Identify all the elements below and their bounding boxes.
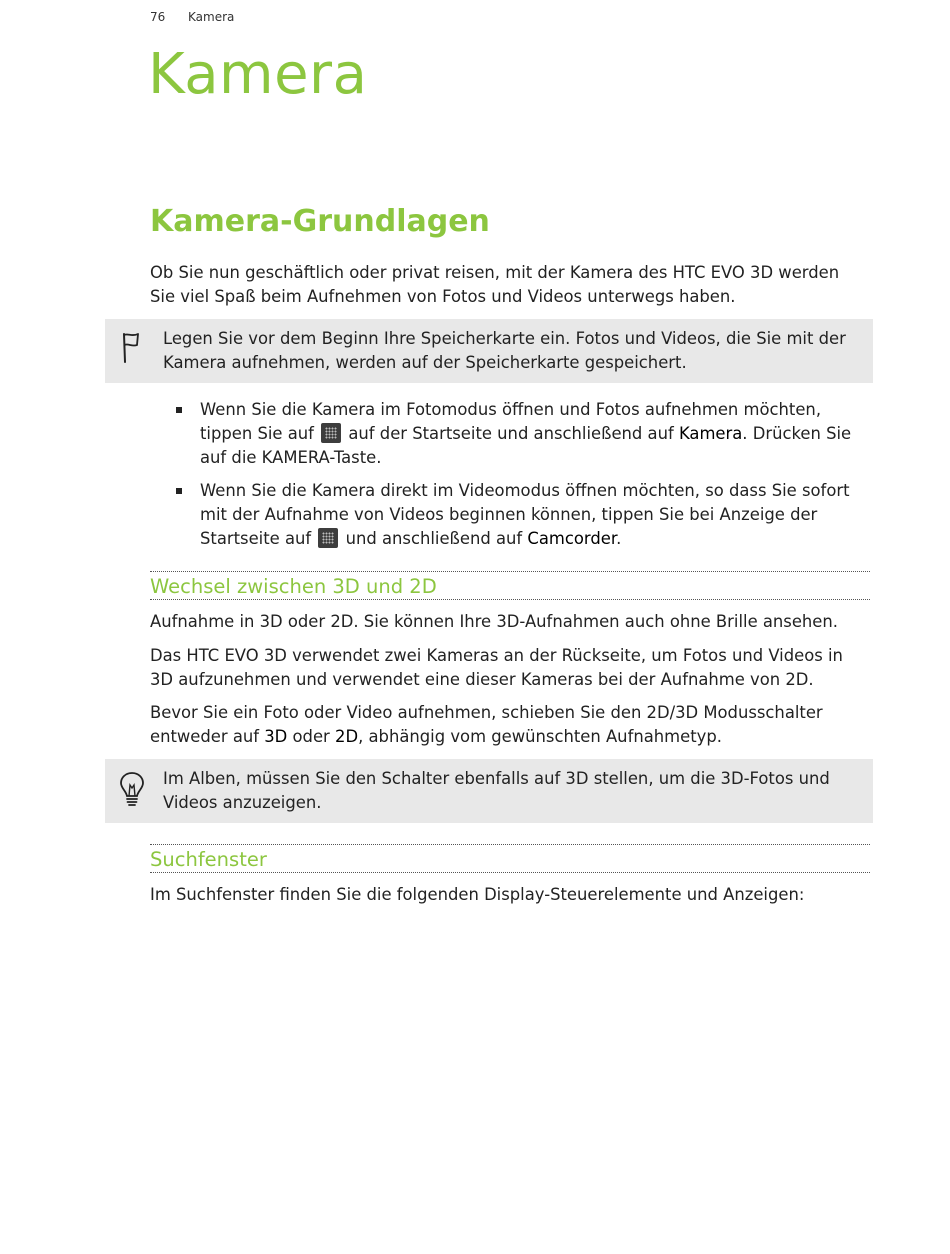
ui-term-kamera: Kamera — [678, 424, 743, 443]
section-intro: Ob Sie nun geschäftlich oder privat reisen, mit der Kamera des HTC EVO 3D werden Sie viel Spaß beim Aufnehmen von Fotos und Videos unterwegs haben. — [150, 263, 840, 306]
bullet-marker — [176, 407, 182, 413]
paragraph: Das HTC EVO 3D verwendet zwei Kameras an der Rückseite, um Fotos und Videos in 3D aufzunehmen und verwendet eine dieser Kameras bei der Aufnahme von 2D. — [150, 646, 843, 689]
note-text: Legen Sie vor dem Beginn Ihre Speicherkarte ein. Fotos und Videos, die Sie mit der Kamera aufnehmen, werden auf der Speicherkarte gespeichert. — [163, 329, 846, 372]
running-header — [150, 10, 234, 24]
paragraph: Im Suchfenster finden Sie die folgenden Display-Steuerelemente und Anzeigen: — [150, 885, 805, 904]
paragraph: Bevor Sie ein Foto oder Video aufnehmen, schieben Sie den 2D/3D Modusschalter entweder auf 3D oder 2D, abhängig vom gewünschten Aufnahmetyp. — [150, 703, 823, 746]
lightbulb-icon — [119, 771, 145, 813]
subsection-title-3d-2d: Wechsel zwischen 3D und 2D — [150, 571, 870, 600]
ui-term-camcorder: Camcorder — [527, 529, 617, 548]
all-apps-icon — [321, 423, 341, 443]
all-apps-icon — [318, 528, 338, 548]
ui-term-3d: 3D — [264, 727, 288, 746]
tip-text: Im Alben, müssen Sie den Schalter ebenfalls auf 3D stellen, um die 3D-Fotos und Videos anzuzeigen. — [163, 769, 830, 812]
running-header-chapter: Kamera — [188, 10, 235, 24]
subsection-title-suchfenster: Suchfenster — [150, 844, 870, 873]
section-title: Kamera-Grundlagen — [150, 204, 490, 239]
bullet-marker — [176, 488, 182, 494]
ui-term-2d: 2D — [335, 727, 359, 746]
page-number: 76 — [150, 10, 166, 24]
chapter-title: Kamera — [148, 42, 368, 107]
note-box — [105, 319, 873, 383]
flag-icon — [119, 331, 141, 369]
list-item: Wenn Sie die Kamera direkt im Videomodus öffnen möchten, so dass Sie sofort mit der Aufnahme von Videos beginnen können, tippen Sie bei Anzeige der Startseite auf und anschließend auf Camcorder. — [200, 479, 868, 551]
paragraph: Aufnahme in 3D oder 2D. Sie können Ihre 3D-Aufnahmen auch ohne Brille ansehen. — [150, 612, 838, 631]
list-item: Wenn Sie die Kamera im Fotomodus öffnen und Fotos aufnehmen möchten, tippen Sie auf auf der Startseite und anschließend auf Kamera. Drücken Sie auf die KAMERA-Taste. — [200, 398, 868, 470]
tip-box — [105, 759, 873, 823]
